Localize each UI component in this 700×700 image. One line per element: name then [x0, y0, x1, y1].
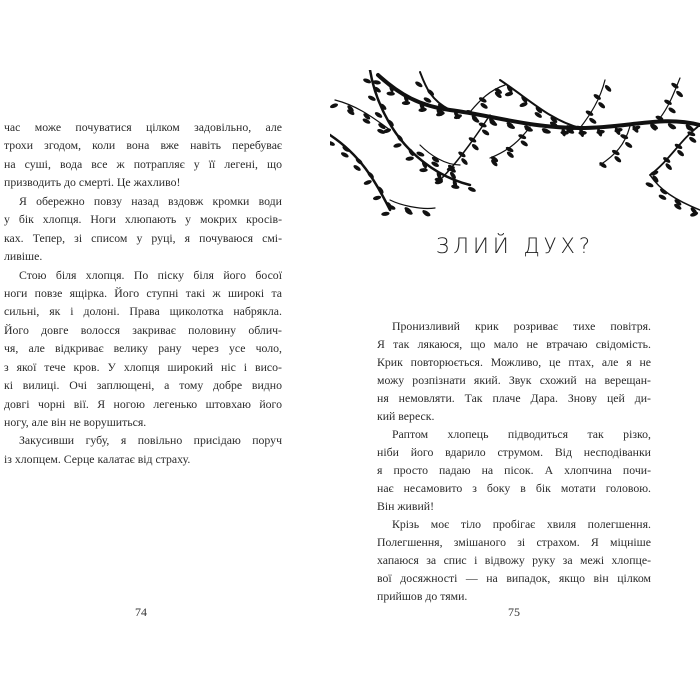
leaf: [478, 122, 487, 129]
leaf: [419, 168, 428, 172]
page-number-left: 74: [135, 605, 147, 619]
leaf: [363, 179, 372, 186]
text-line: Крик повторюється. Можливо, це птах, але я не: [377, 355, 651, 369]
text-line: призводить до смерті. Це жахливо!: [4, 175, 181, 190]
text-line: Я обережно повзу назад вздовж кромки води: [19, 193, 282, 208]
leaf: [645, 181, 654, 188]
text-line: я просто падаю на пісок. А хлопчина почи-: [377, 463, 651, 477]
leaf: [664, 162, 673, 171]
text-line: вої досяжності — на випадок, якщо він цілком: [377, 571, 651, 585]
tree-branch-illustration: [330, 70, 700, 220]
leaf: [386, 91, 395, 96]
text-line: Раптом хлопець підводиться так різко,: [392, 427, 651, 441]
text-line: довгі чорні вії. Я ногою легенько штовхаю його: [4, 396, 282, 411]
leaf: [688, 136, 697, 144]
text-line: Крізь моє тіло пробігає хвиля полегшення.: [392, 517, 651, 531]
leaf: [588, 117, 597, 125]
leaf: [393, 143, 402, 149]
leaf: [374, 111, 383, 119]
leaf: [367, 95, 376, 102]
text-line: Закусивши губу, я повільно присідаю поруч: [19, 433, 282, 448]
leaf: [362, 77, 371, 84]
text-line: на суші, вода все ж потрапляє у її легені, що: [4, 156, 282, 171]
text-line: сильні, як і долоні. Права щиколотка набрякла.: [4, 304, 282, 319]
text-line: з якої тече кров. У хлопця широкий ніс і висо-: [4, 359, 282, 374]
text-line: кі вилиці. Очі заплющені, а тому добре видно: [4, 378, 282, 393]
text-line: Його довге волосся закриває половину облич-: [4, 322, 282, 337]
text-line: із хлопцем. Серце калатає від страху.: [4, 451, 191, 466]
leaf: [340, 151, 349, 158]
leaf: [460, 157, 469, 166]
right-page-text: [377, 317, 651, 605]
text-line: Стою біля хлопця. По піску біля його босої: [19, 267, 282, 282]
branch: [390, 200, 435, 208]
leaf: [604, 84, 613, 93]
text-line: ня немовляти. Так плаче Дара. Знову цей ди-: [377, 391, 651, 405]
leaf: [414, 80, 423, 88]
text-line: нає несамовито з боку в бік мотати головою.: [377, 481, 651, 495]
branch: [330, 135, 390, 210]
leaf: [478, 96, 487, 103]
text-line: Я так лякаюся, що мало не втрачаю свідомість.: [377, 337, 651, 351]
leaf: [585, 109, 594, 116]
leaf: [467, 186, 476, 193]
text-line: ках. Тепер, зі списом у руці, я почуваюся смі-: [4, 230, 282, 245]
leaf: [624, 141, 633, 149]
leaf: [658, 194, 667, 201]
branch: [420, 145, 460, 165]
leaf: [352, 164, 361, 172]
text-line: Пронизливий крик розриває тихе повітря.: [392, 319, 651, 333]
page-number-right: 75: [508, 605, 520, 619]
text-line: трохи згодом, коли вона вже навіть перебуває: [4, 138, 282, 153]
leaf: [676, 149, 685, 158]
leaf: [659, 187, 668, 195]
leaf: [479, 102, 488, 110]
text-line: хапаюся за спис і відвожу руку за межі хлопце-: [377, 553, 651, 567]
leaf: [471, 143, 480, 152]
text-line: можу розпізнати який. Звук схожий на верещан-: [377, 373, 651, 387]
chapter-title: ЗЛИЙ ДУХ?: [435, 234, 595, 258]
leaf: [405, 156, 414, 161]
leaf: [372, 195, 381, 201]
leaf: [675, 90, 684, 99]
leaf: [520, 139, 529, 147]
branch: [660, 78, 680, 118]
leaf: [457, 150, 466, 158]
text-line: Полегшення, змішаного зі страхом. Я міцніше: [377, 535, 651, 549]
leaf: [597, 101, 606, 110]
leaf: [667, 106, 676, 114]
leaf: [451, 184, 460, 189]
text-line: ніби його вдарило струмом. Від несподіванки: [377, 445, 651, 459]
leaf: [481, 128, 490, 136]
text-line: ногу, але він не ворушиться.: [4, 415, 147, 429]
left-page-text: [4, 118, 282, 468]
text-line: чя, але відкриває велику рану через усе чоло,: [4, 341, 282, 356]
text-line: ноги повзе ящірка. Його ступні такі ж широкі та: [4, 285, 282, 300]
leaf: [330, 140, 336, 147]
text-line: кий вереск.: [377, 409, 435, 423]
text-line: ливіше.: [4, 249, 43, 264]
text-line: прийшов до тями.: [377, 589, 468, 603]
leaf: [330, 102, 339, 109]
text-line: час може почуватися цілком задовільно, але: [4, 120, 282, 134]
text-line: у бік хлопця. Ноги хлюпають у мокрих кросів-: [4, 212, 282, 227]
text-line: Він живий!: [377, 499, 434, 513]
leaf: [381, 211, 390, 216]
leaf: [613, 155, 622, 164]
leaf: [468, 136, 477, 143]
